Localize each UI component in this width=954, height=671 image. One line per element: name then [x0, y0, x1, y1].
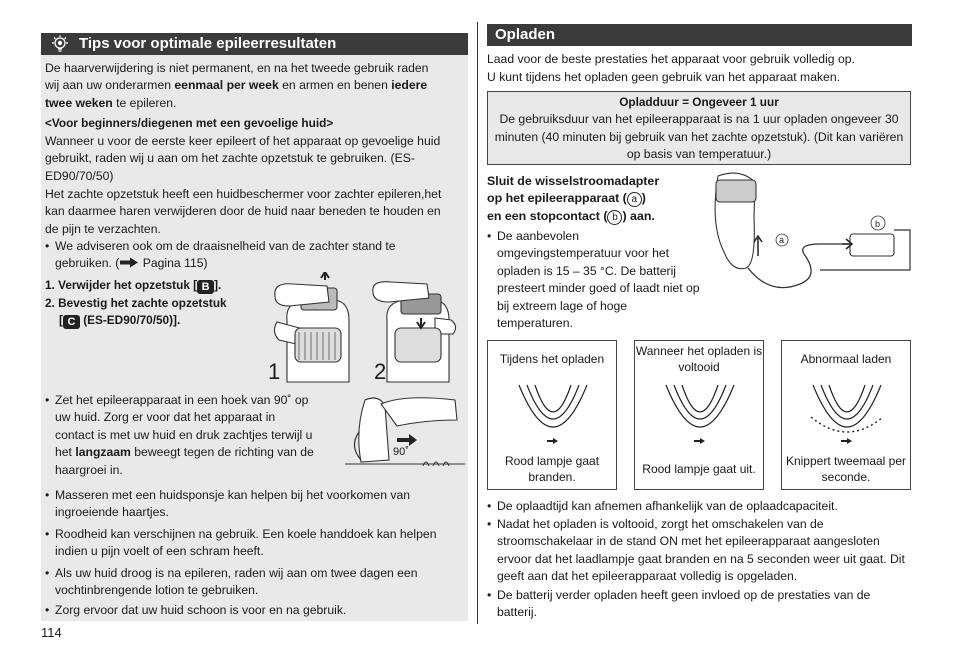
beginners-heading: <Voor beginners/diegenen met een gevoelige huid>	[45, 116, 334, 130]
beginners-paragraph: Wanneer u voor de eerste keer epileert of het apparaat op gevoelige huid gebruikt, raden wij u aan om het zachte opzetstuk te gebruiken. (ES-ED90/70/50)	[45, 134, 441, 183]
lamp-blinking-icon	[807, 381, 887, 451]
tips-heading: Tips voor optimale epileerresultaten	[41, 33, 468, 55]
soft-cap-paragraph: Het zachte opzetstuk heeft een huidbeschermer voor zachter epileren,het kan daarmee haren verwijderen door de huid naar beneden te houden en de pijn te verzachten.	[45, 187, 442, 236]
angle-label: 90˚	[393, 446, 409, 458]
lamp-status-description: Knippert tweemaal per seconde.	[785, 454, 907, 484]
adapter-illustration	[700, 168, 915, 293]
charging-intro-2: U kunt tijdens het opladen geen gebruik van het apparaat maken.	[487, 70, 841, 84]
lamp-status-description: Rood lampje gaat branden.	[504, 454, 600, 484]
charging-bullet: • De oplaadtijd kan afnemen afhankelijk van de oplaadcapaciteit.	[487, 498, 912, 515]
step-1: 1. Verwijder het opzetstuk [ B ].	[45, 278, 222, 293]
lamp-status-title: Wanneer het opladen is voltooid	[635, 344, 763, 374]
tips-bullet: • Masseren met een huidsponsje kan helpen bij het voorkomen van ingroeiende haartjes.	[45, 487, 455, 522]
column-divider	[477, 22, 478, 624]
marker-b: b	[607, 210, 622, 225]
lightbulb-icon	[44, 35, 76, 53]
charging-time-title: Opladduur = Ongeveer 1 uur	[619, 95, 779, 109]
step-2: 2. Bevestig het zachte opzetstuk [ C (ES-ED90/70/50)].	[45, 296, 227, 329]
lamp-off-icon	[660, 381, 740, 451]
badge-b: B	[197, 280, 214, 294]
adapter-marker-b: b	[875, 219, 881, 229]
figure-label-1: 1	[268, 359, 281, 384]
charging-time-box	[487, 91, 911, 165]
lamp-status-charging	[487, 340, 617, 490]
speed-bullet: • We adviseren ook om de draaisnelheid van de zachter stand te gebruiken. ( Pagina 115)	[45, 238, 445, 273]
arrow-right-icon	[119, 257, 139, 268]
lamp-status-abnormal	[781, 340, 911, 490]
angle-90-illustration	[345, 390, 465, 478]
marker-a: a	[627, 192, 642, 207]
charging-intro-1: Laad voor de beste prestaties het apparaat voor gebruik volledig op.	[487, 52, 855, 66]
lamp-status-description: Rood lampje gaat uit.	[642, 462, 756, 476]
figure-label-2: 2	[374, 359, 387, 384]
tips-bullet: • Zorg ervoor dat uw huid schoon is voor en na gebruik.	[45, 602, 455, 619]
lamp-status-title: Tijdens het opladen	[499, 352, 605, 366]
adapter-marker-a: a	[779, 235, 785, 245]
lamp-on-icon	[513, 381, 593, 451]
intro-paragraph: De haarverwijdering is niet permanent, en na het tweede gebruik raden wij aan uw onderarmen eenmaal per week en armen en benen iedere twee weken te epileren.	[45, 61, 429, 110]
charging-time-text: De gebruiksduur van het epileerapparaat is na 1 uur opladen ongeveer 30 minuten (40 minuten bij gebruik van het zachte opzetstuk). (Dit kan variëren op basis van temperatuur.)	[494, 112, 904, 162]
tips-bullet: • Als uw huid droog is na epileren, raden wij aan om twee dagen een vochtinbrengende lotion te gebruiken.	[45, 565, 455, 600]
lamp-status-complete	[634, 340, 764, 490]
charging-bullet: • Nadat het opladen is voltooid, zorgt het omschakelen van de stroomschakelaar in de stand ON met het epileerapparaat aangesloten ervoor dat het laadlampje gaat branden en na 5 seconden weer uit gaat. Dit geeft aan dat het epileerapparaat volledig is opgeladen.	[487, 516, 912, 586]
temperature-bullet: • De aanbevolen omgevingstemperatuur voor het opladen is 15 – 35 °C. De batterij presteert minder goed of laadt niet op bij extreem lage of hoge temperaturen.	[487, 228, 705, 332]
badge-c: C	[63, 315, 80, 329]
lamp-status-title: Abnormaal laden	[800, 352, 892, 366]
tips-bullet: • Roodheid kan verschijnen na gebruik. Een koele handdoek kan helpen indien u pijn voelt of een schram heeft.	[45, 526, 455, 561]
page-number: 114	[41, 625, 62, 640]
connect-instruction: Sluit de wisselstroomadapter op het epileerapparaat ( a ) en een stopcontact ( b ) aan.	[487, 174, 660, 223]
charging-heading: Opladen	[487, 24, 912, 46]
angle-bullet: • Zet het epileerapparaat in een hoek van 90˚ op uw huid. Zorg er voor dat het apparaat in contact is met uw huid en druk zachtjes terwijl u het langzaam beweegt tegen de richting van de haargroei in.	[45, 392, 317, 479]
charging-bullet: • De batterij verder opladen heeft geen invloed op de prestaties van de batterij.	[487, 587, 912, 622]
cap-change-illustration	[265, 272, 460, 387]
